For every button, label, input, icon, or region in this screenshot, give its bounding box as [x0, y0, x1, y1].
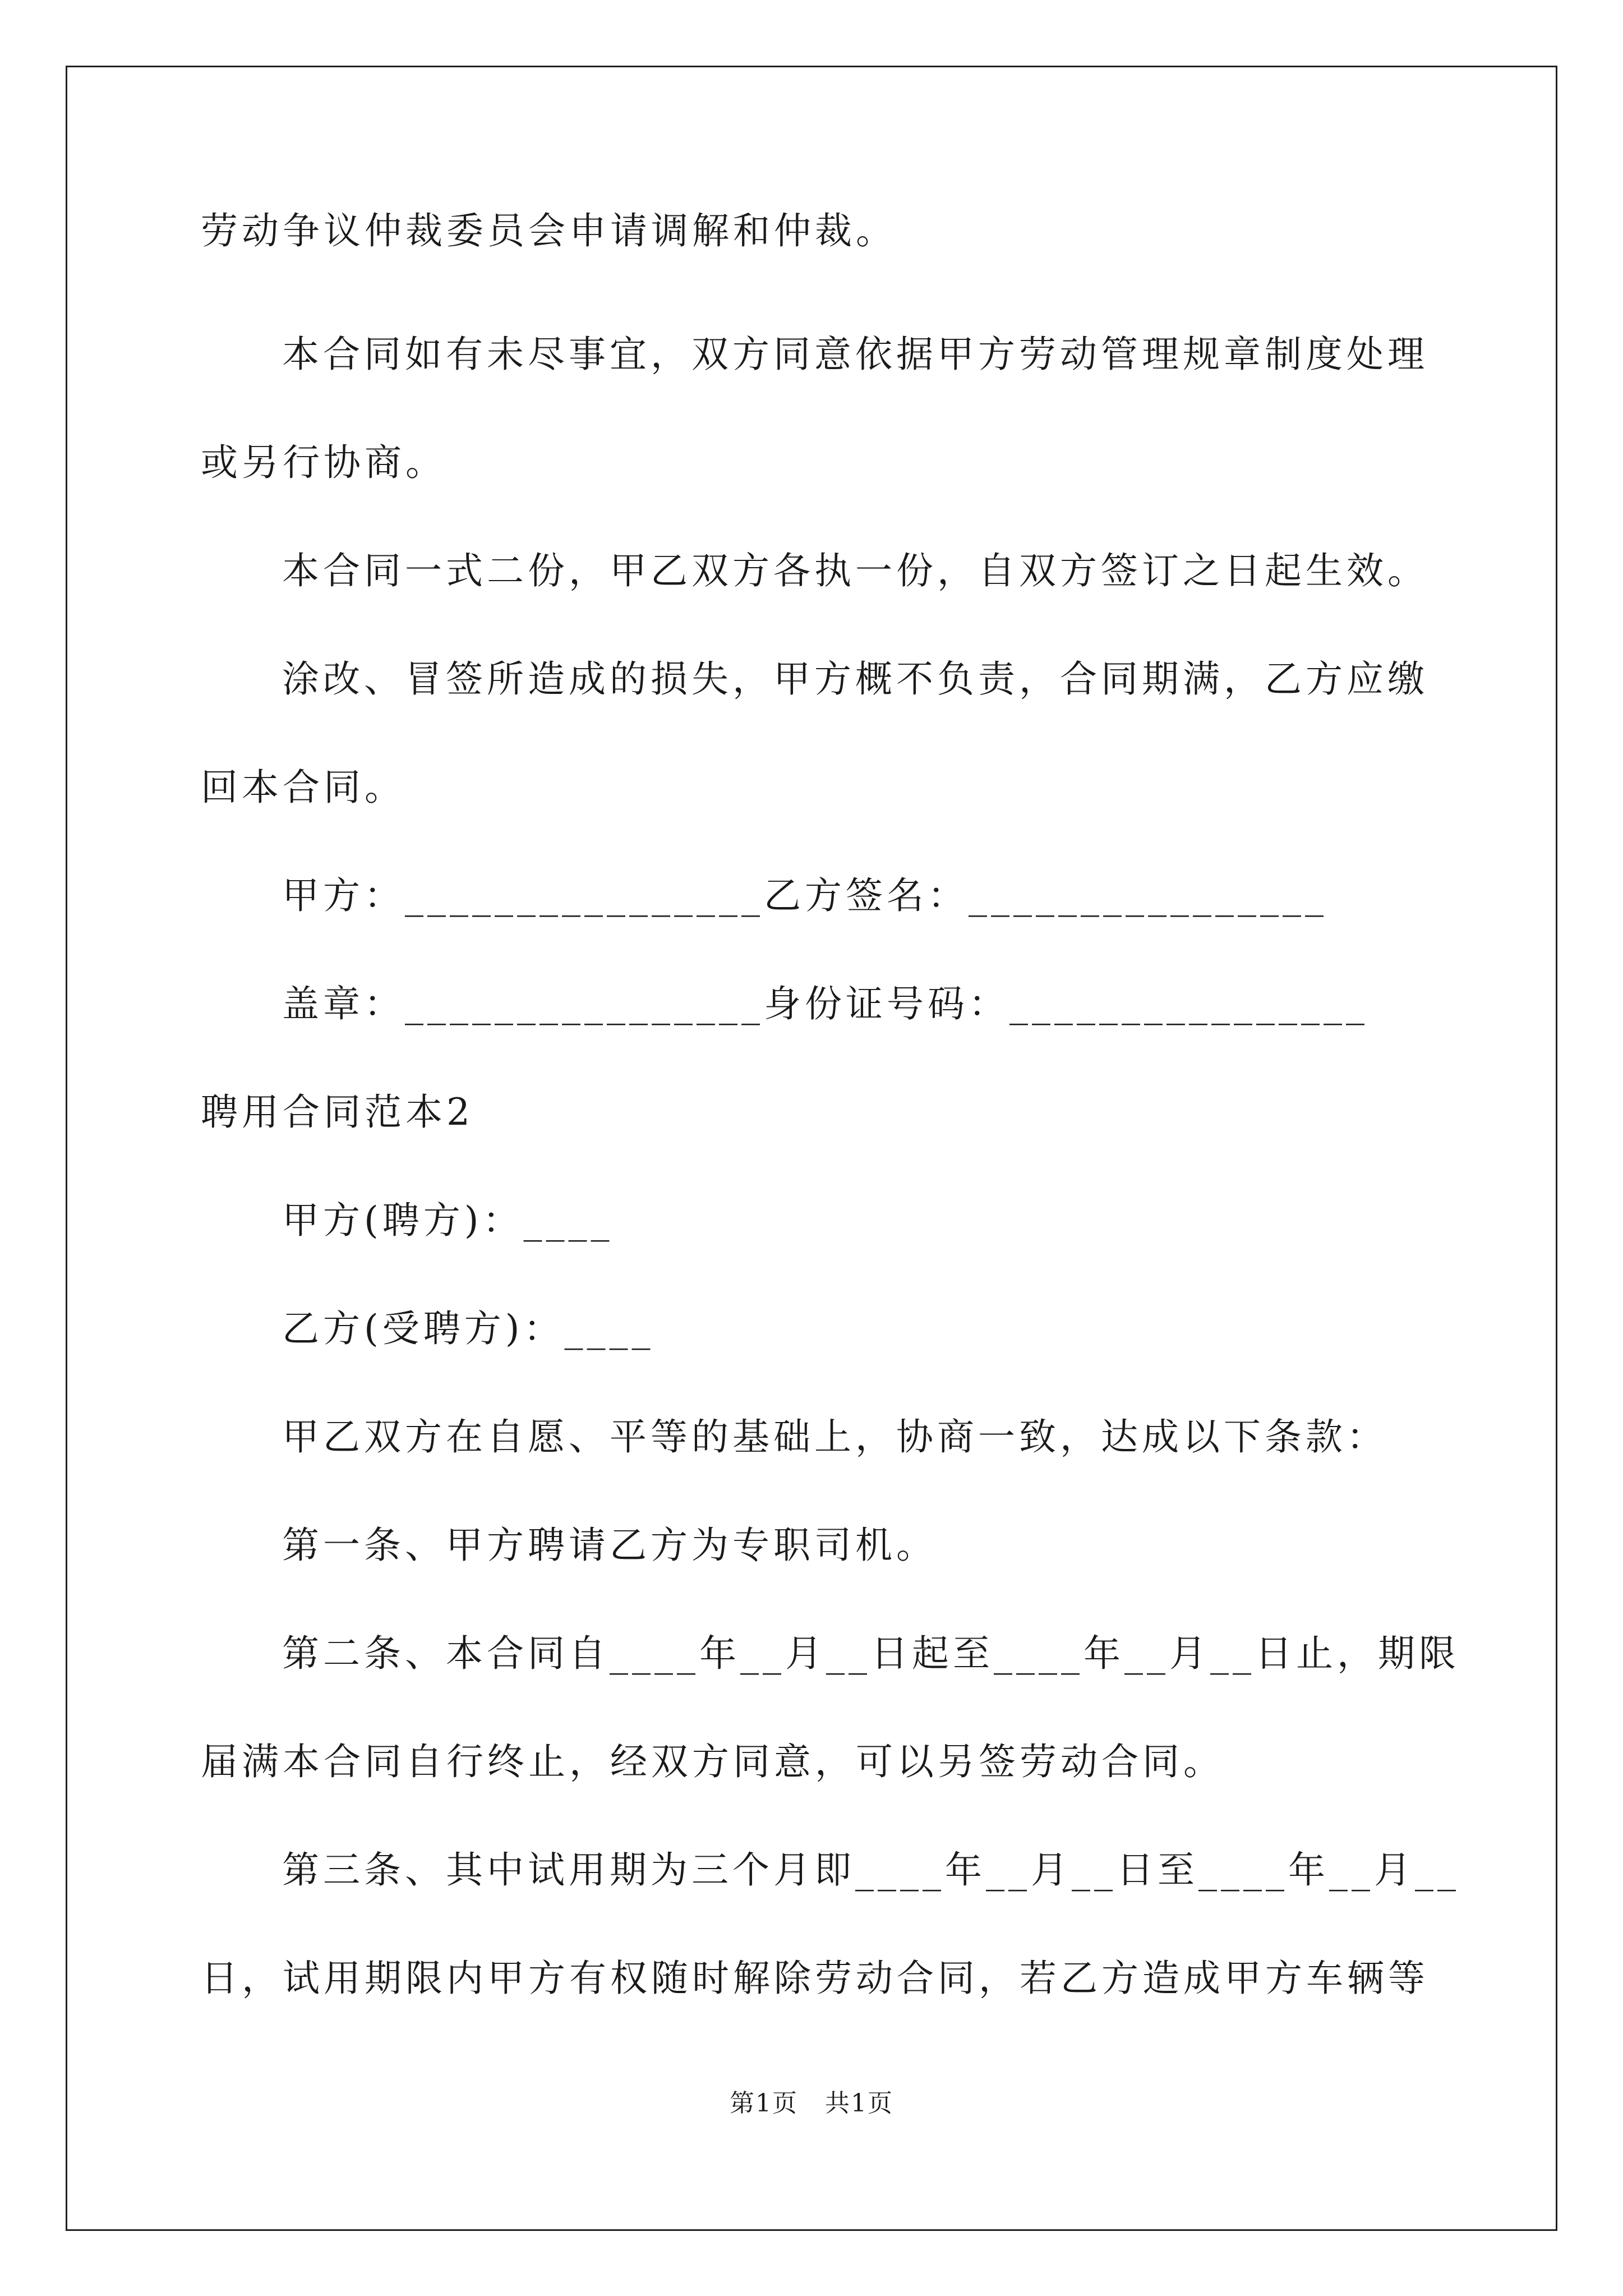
page-footer: 第1页 共1页 [730, 2089, 893, 2118]
party-b-line: 乙方(受聘方)：____ [282, 1307, 654, 1350]
seal-id-line: 盖章：________________身份证号码：________________ [282, 982, 1368, 1025]
paragraph-line-3: 或另行协商。 [201, 441, 446, 484]
paragraph-line-4: 本合同一式二份，甲乙双方各执一份，自双方签订之日起生效。 [282, 549, 1428, 592]
paragraph-line-12: 甲乙双方在自愿、平等的基础上，协商一致，达成以下条款： [282, 1415, 1387, 1458]
party-a-line: 甲方(聘方)：____ [282, 1199, 614, 1242]
paragraph-line-1: 劳动争议仲裁委员会申请调解和仲裁。 [201, 209, 897, 252]
paragraph-line-6: 回本合同。 [201, 766, 405, 809]
article-3-line: 第三条、其中试用期为三个月即____年__月__日至____年__月__ [282, 1848, 1460, 1892]
article-1-line: 第一条、甲方聘请乙方为专职司机。 [282, 1524, 937, 1567]
signature-line-party-a: 甲方：________________乙方签名：________________ [282, 874, 1327, 917]
paragraph-line-5: 涂改、冒签所造成的损失，甲方概不负责，合同期满，乙方应缴 [282, 657, 1428, 701]
paragraph-line-2: 本合同如有未尽事宜，双方同意依据甲方劳动管理规章制度处理 [282, 333, 1428, 376]
page-border [66, 66, 1557, 2231]
article-2-continued-line: 届满本合同自行终止，经双方同意，可以另签劳动合同。 [201, 1740, 1224, 1783]
section-heading: 聘用合同范本2 [201, 1091, 474, 1134]
article-2-line: 第二条、本合同自____年__月__日起至____年__月__日止，期限 [282, 1632, 1460, 1675]
article-3-continued-line: 日，试用期限内甲方有权随时解除劳动合同，若乙方造成甲方车辆等 [201, 1957, 1429, 2000]
